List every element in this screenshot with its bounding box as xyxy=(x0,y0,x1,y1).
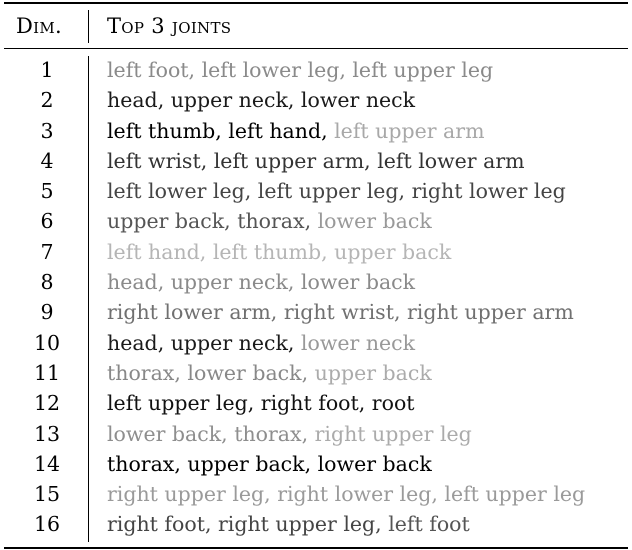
joint-name: left lower leg xyxy=(107,179,245,204)
joint-name: upper neck xyxy=(170,330,288,355)
joint-name: left upper leg xyxy=(352,58,494,82)
joint-name: right foot xyxy=(107,512,205,537)
table-row xyxy=(0,479,632,509)
joint-name: lower neck xyxy=(300,88,416,113)
joint-name: lower back xyxy=(300,270,416,295)
joints-cell: right foot, right upper leg, left foot xyxy=(107,512,470,537)
joints-cell: left thumb, left hand, left upper arm xyxy=(107,118,485,143)
joints-cell: left foot, left lower leg, left upper leg xyxy=(107,58,494,82)
table-row xyxy=(0,85,632,115)
joints-cell: upper back, thorax, lower back xyxy=(107,209,432,234)
joint-name: left thumb xyxy=(107,118,216,143)
table-row xyxy=(0,146,632,176)
joint-name: thorax xyxy=(107,451,175,476)
table-row xyxy=(0,509,632,539)
joint-name: left upper leg xyxy=(107,391,248,416)
joint-name: upper back xyxy=(314,360,432,385)
table-row xyxy=(0,55,632,85)
joint-name: left hand xyxy=(228,118,322,143)
joint-name: upper back xyxy=(334,239,452,264)
joint-name: lower back xyxy=(107,421,222,446)
joint-name: left foot xyxy=(388,512,470,537)
joints-cell: left lower leg, left upper leg, right lower leg xyxy=(107,179,566,204)
dim-cell: 8 xyxy=(40,270,54,295)
table-row xyxy=(0,328,632,358)
dim-cell: 10 xyxy=(33,330,61,355)
joints-cell: right upper leg, right lower leg, left upper leg xyxy=(107,482,586,507)
joints-cell: left hand, left thumb, upper back xyxy=(107,239,452,264)
header-column-divider xyxy=(88,10,89,43)
dim-cell: 4 xyxy=(40,148,54,173)
dim-cell: 15 xyxy=(33,482,61,507)
table-row xyxy=(0,176,632,206)
table-row xyxy=(0,237,632,267)
joint-name: left foot xyxy=(107,58,189,82)
dim-cell: 2 xyxy=(40,88,54,113)
joint-name: left lower leg xyxy=(201,58,340,82)
dim-cell: 6 xyxy=(40,209,54,234)
joint-name: left upper leg xyxy=(444,482,586,507)
joint-name: right foot xyxy=(260,391,359,416)
joint-name: right upper leg xyxy=(314,421,472,446)
table-row xyxy=(0,116,632,146)
joint-name: right upper arm xyxy=(407,300,574,325)
joint-name: root xyxy=(371,391,415,416)
joint-name: left upper leg xyxy=(257,179,399,204)
joint-name: left upper arm xyxy=(334,118,485,143)
dim-cell: 5 xyxy=(40,179,54,204)
dim-cell: 7 xyxy=(40,239,54,264)
joint-name: lower back xyxy=(317,209,432,234)
joint-name: left thumb xyxy=(212,239,322,264)
table-row xyxy=(0,297,632,327)
joints-cell: right lower arm, right wrist, right upper arm xyxy=(107,300,574,325)
joints-cell: thorax, upper back, lower back xyxy=(107,451,432,476)
joints-cell: head, upper neck, lower back xyxy=(107,270,416,295)
joint-name: left wrist xyxy=(107,148,201,173)
joint-name: head xyxy=(107,88,158,113)
joint-name: lower back xyxy=(187,360,302,385)
joint-name: right lower leg xyxy=(411,179,566,204)
dim-cell: 11 xyxy=(33,360,61,385)
joint-name: lower neck xyxy=(300,330,416,355)
joints-cell: lower back, thorax, right upper leg xyxy=(107,421,472,446)
header-dim: Dim. xyxy=(16,14,62,38)
header-rule xyxy=(4,48,628,49)
table-row xyxy=(0,206,632,236)
joint-name: right lower leg xyxy=(277,482,432,507)
joint-name: left upper arm xyxy=(213,148,365,173)
bottom-rule xyxy=(4,547,628,549)
joint-name: right upper leg xyxy=(107,482,265,507)
table-body xyxy=(0,55,632,540)
joint-name: right wrist xyxy=(283,300,394,325)
joint-name: upper neck xyxy=(170,270,288,295)
joints-cell: head, upper neck, lower neck xyxy=(107,88,416,113)
dim-cell: 16 xyxy=(33,512,61,537)
joint-name: upper back xyxy=(107,209,225,234)
dim-cell: 14 xyxy=(33,451,61,476)
joints-cell: head, upper neck, lower neck xyxy=(107,330,416,355)
table-row xyxy=(0,358,632,388)
joints-cell: thorax, lower back, upper back xyxy=(107,360,432,385)
dim-cell: 12 xyxy=(33,391,61,416)
joint-name: right lower arm xyxy=(107,300,271,325)
dim-cell: 9 xyxy=(40,300,54,325)
joint-name: lower back xyxy=(317,451,432,476)
joint-name: right upper leg xyxy=(218,512,376,537)
joint-name: head xyxy=(107,330,158,355)
dim-cell: 3 xyxy=(40,118,54,143)
joints-cell: left wrist, left upper arm, left lower arm xyxy=(107,148,525,173)
dim-cell: 1 xyxy=(40,58,54,82)
top-rule xyxy=(4,2,628,4)
header-top3-joints: Top 3 joints xyxy=(107,14,232,38)
table-row xyxy=(0,449,632,479)
joint-name: left lower arm xyxy=(377,148,525,173)
joint-name: left hand xyxy=(107,239,200,264)
joint-name: thorax xyxy=(234,421,302,446)
table-row xyxy=(0,388,632,418)
joint-name: thorax xyxy=(107,360,175,385)
table-row xyxy=(0,267,632,297)
dim-cell: 13 xyxy=(33,421,61,446)
table-row xyxy=(0,419,632,449)
joints-cell: left upper leg, right foot, root xyxy=(107,391,415,416)
joint-name: thorax xyxy=(237,209,305,234)
joint-name: upper back xyxy=(187,451,305,476)
joint-name: head xyxy=(107,270,158,295)
joint-name: upper neck xyxy=(170,88,288,113)
